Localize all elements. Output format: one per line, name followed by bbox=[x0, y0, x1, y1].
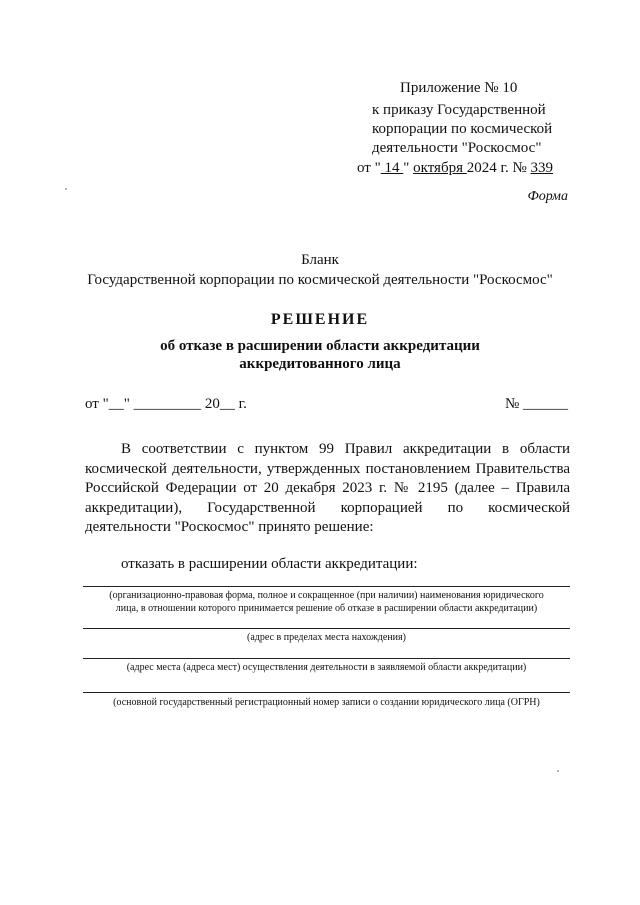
field-line-address bbox=[83, 628, 570, 629]
subtitle-line-1: об отказе в расширении области аккредитации bbox=[160, 338, 480, 354]
caption-organization-line-1: (организационно-правовая форма, полное и сокращенное (при наличии) наименования юридического bbox=[109, 590, 544, 601]
decision-subtitle bbox=[0, 337, 640, 373]
blank-line-1: Бланк bbox=[301, 252, 339, 268]
order-line-3: деятельности "Роскосмос" bbox=[372, 140, 542, 156]
caption-organization-line-2: лица, в отношении которого принимается решение об отказе в расширении области аккредитации) bbox=[115, 603, 538, 614]
date-year: 2024 г. № bbox=[466, 160, 531, 176]
order-number: 339 bbox=[530, 160, 554, 176]
caption-address: (адрес в пределах места нахождения) bbox=[247, 632, 406, 643]
field-line-organization bbox=[83, 586, 570, 587]
refuse-statement: отказать в расширении области аккредитации: bbox=[121, 556, 418, 572]
annex-label: Приложение № 10 bbox=[400, 80, 518, 96]
scan-speck bbox=[557, 770, 559, 772]
field-line-activity-address bbox=[83, 658, 570, 659]
subtitle-line-2: аккредитованного лица bbox=[239, 356, 401, 372]
order-line-2: корпорации по космической bbox=[372, 121, 553, 137]
date-day: 14 bbox=[380, 160, 404, 176]
blank-heading bbox=[0, 250, 640, 290]
scan-speck bbox=[65, 188, 67, 190]
date-prefix: от " bbox=[357, 160, 381, 176]
date-month: октября bbox=[413, 160, 467, 176]
caption-ogrn: (основной государственный регистрационный номер записи о создании юридического лица (ОГРН) bbox=[113, 697, 540, 708]
order-line-1: к приказу Государственной bbox=[372, 102, 546, 118]
form-label: Форма bbox=[527, 189, 568, 204]
decision-title: РЕШЕНИЕ bbox=[270, 311, 370, 328]
date-quote: " bbox=[403, 160, 414, 176]
order-reference bbox=[372, 101, 612, 158]
caption-organization bbox=[83, 589, 570, 615]
body-paragraph: В соответствии с пунктом 99 Правил аккредитации в области космической деятельности, утвержденных постановлением Правительства Российской Федерации от 20 декабря 2023 г. № 2195 (далее – Правила аккредитации), Государственной корпорацией по космической деятельности "Роскосмос" принято решение: bbox=[85, 441, 570, 535]
blank-line-2: Государственной корпорации по космической деятельности "Роскосмос" bbox=[87, 272, 553, 288]
order-date-line bbox=[357, 160, 553, 177]
decision-number-field: № ______ bbox=[504, 396, 568, 412]
field-line-ogrn bbox=[83, 692, 570, 693]
decision-date-field: от "__" _________ 20__ г. bbox=[85, 396, 247, 412]
caption-activity-address: (адрес места (адреса мест) осуществления деятельности в заявляемой области аккредитации) bbox=[126, 662, 527, 673]
